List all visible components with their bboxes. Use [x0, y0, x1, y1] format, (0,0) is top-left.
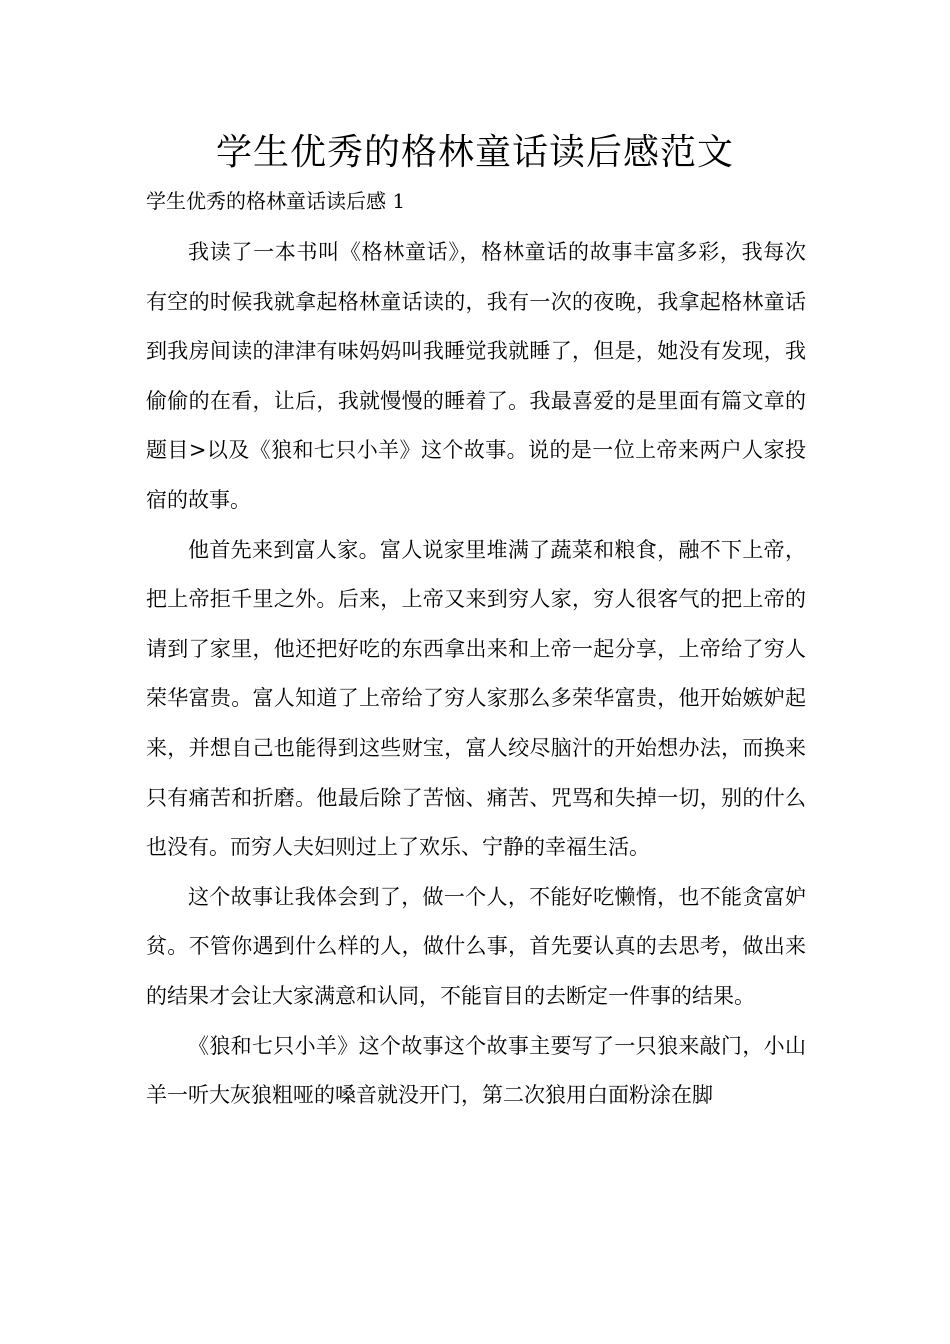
paragraph: 《狼和七只小羊》这个故事这个故事主要写了一只狼来敲门，小山羊一听大灰狼粗哑的嗓音就没开门，第二次狼用白面粉涂在脚	[146, 1033, 806, 1108]
document-body	[146, 228, 806, 1121]
paragraph: 我读了一本书叫《格林童话》，格林童话的故事丰富多彩，我每次有空的时候我就拿起格林童话读的，我有一次的夜晚，我拿起格林童话到我房间读的津津有味妈妈叫我睡觉我就睡了，但是，她没有发现，我偷偷的在看，让后，我就慢慢的睡着了。我最喜爱的是里面有篇文章的题目>以及《狼和七只小羊》这个故事。说的是一位上帝来两户人家投宿的故事。	[146, 240, 806, 512]
paragraph: 他首先来到富人家。富人说家里堆满了蔬菜和粮食，融不下上帝，把上帝拒千里之外。后来，上帝又来到穷人家，穷人很客气的把上帝的请到了家里，他还把好吃的东西拿出来和上帝一起分享，上帝给了穷人荣华富贵。富人知道了上帝给了穷人家那么多荣华富贵，他开始嫉妒起来，并想自己也能得到这些财宝，富人绞尽脑汁的开始想办法，而换来只有痛苦和折磨。他最后除了苦恼、痛苦、咒骂和失掉一切，别的什么也没有。而穷人夫妇则过上了欢乐、宁静的幸福生活。	[146, 537, 806, 860]
paragraph: 这个故事让我体会到了，做一个人，不能好吃懒惰，也不能贪富妒贫。不管你遇到什么样的人，做什么事，首先要认真的去思考，做出来的结果才会让大家满意和认同，不能盲目的去断定一件事的结果。	[146, 884, 806, 1008]
document-title: 学生优秀的格林童话读后感范文	[215, 132, 734, 173]
document-subtitle: 学生优秀的格林童话读后感 1	[146, 189, 406, 213]
